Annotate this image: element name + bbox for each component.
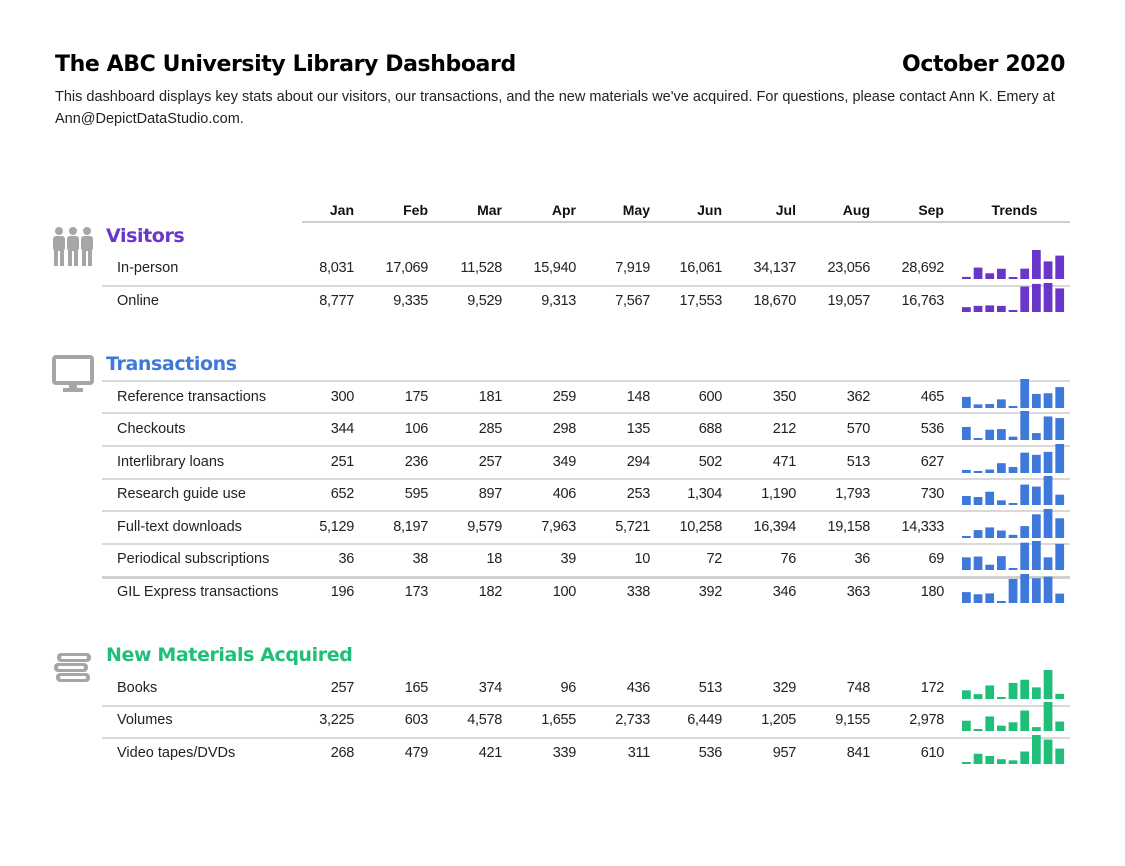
table-cell: 18	[486, 551, 502, 567]
column-header: Jun	[697, 202, 722, 218]
trend-sparkline	[962, 734, 1067, 764]
trend-bar	[1032, 455, 1041, 473]
trend-sparkline	[962, 540, 1067, 570]
trend-bar	[997, 726, 1006, 731]
trend-bar	[1020, 411, 1029, 440]
trend-bar	[997, 697, 1006, 699]
table-cell: 730	[920, 486, 944, 502]
trend-bar	[1044, 509, 1053, 538]
row-label: Checkouts	[117, 421, 186, 437]
trend-bar	[1055, 518, 1064, 538]
table-cell: 841	[846, 745, 870, 761]
trend-bar	[962, 592, 971, 603]
trend-bar	[1044, 283, 1053, 312]
row-divider	[102, 705, 1070, 707]
row-label: Periodical subscriptions	[117, 551, 270, 567]
trend-bar	[1044, 416, 1053, 440]
table-cell: 1,793	[835, 486, 870, 502]
table-cell: 39	[560, 551, 576, 567]
column-header: Mar	[477, 202, 502, 218]
trend-bar	[1020, 711, 1029, 731]
table-cell: 300	[330, 389, 354, 405]
table-cell: 17,069	[385, 260, 428, 276]
trend-bar	[1044, 702, 1053, 731]
table-cell: 8,777	[319, 293, 354, 309]
trend-bar	[1044, 557, 1053, 570]
table-cell: 3,225	[319, 712, 354, 728]
trend-bar	[997, 759, 1006, 764]
trend-bar	[1055, 722, 1064, 731]
table-cell: 196	[330, 584, 354, 600]
trend-bar	[985, 430, 994, 440]
table-cell: 182	[478, 584, 502, 600]
trend-sparkline	[962, 475, 1067, 505]
trend-bar	[985, 527, 994, 538]
table-cell: 436	[626, 680, 650, 696]
trend-bar	[985, 593, 994, 603]
table-cell: 957	[772, 745, 796, 761]
row-divider	[102, 737, 1070, 739]
table-cell: 69	[928, 551, 944, 567]
trend-bar	[962, 557, 971, 570]
people-icon	[52, 226, 94, 268]
header-divider	[302, 221, 1070, 223]
table-cell: 570	[846, 421, 870, 437]
table-cell: 610	[920, 745, 944, 761]
trend-bar	[1055, 749, 1064, 764]
trend-bar	[1032, 541, 1041, 570]
table-cell: 688	[698, 421, 722, 437]
trend-bar	[1055, 694, 1064, 699]
table-cell: 100	[552, 584, 576, 600]
trend-bar	[974, 594, 983, 603]
trend-sparkline	[962, 669, 1067, 699]
table-cell: 76	[780, 551, 796, 567]
table-cell: 259	[552, 389, 576, 405]
table-cell: 36	[338, 551, 354, 567]
table-cell: 344	[330, 421, 354, 437]
column-header: Aug	[842, 202, 870, 218]
table-cell: 9,529	[467, 293, 502, 309]
trend-bar	[1055, 444, 1064, 473]
table-cell: 465	[920, 389, 944, 405]
trend-bar	[962, 496, 971, 505]
table-cell: 421	[478, 745, 502, 761]
table-cell: 406	[552, 486, 576, 502]
page-subtitle: This dashboard displays key stats about our visitors, our transactions, and the new materials we've acquired. For questions, please contact Ann K. Emery at Ann@DepictDataStudio.com.	[55, 89, 1055, 127]
trend-bar	[1020, 526, 1029, 538]
table-cell: 897	[478, 486, 502, 502]
row-label: Reference transactions	[117, 389, 267, 405]
table-cell: 1,205	[761, 712, 796, 728]
table-cell: 19,057	[827, 293, 870, 309]
trend-bar	[997, 601, 1006, 603]
column-header: Jul	[775, 202, 796, 218]
trend-bar	[1020, 680, 1029, 699]
trend-bar	[1009, 437, 1018, 440]
trend-bar	[1055, 594, 1064, 603]
table-cell: 9,155	[835, 712, 870, 728]
trend-sparkline	[962, 282, 1067, 312]
trend-bar	[1009, 535, 1018, 538]
trend-bar	[997, 306, 1006, 312]
table-cell: 10	[634, 551, 650, 567]
trend-bar	[1044, 476, 1053, 505]
table-cell: 23,056	[827, 260, 870, 276]
table-cell: 329	[772, 680, 796, 696]
trend-bar	[1032, 514, 1041, 538]
table-cell: 374	[478, 680, 502, 696]
section-title: Visitors	[106, 225, 185, 247]
table-cell: 34,137	[753, 260, 796, 276]
table-cell: 748	[846, 680, 870, 696]
trend-bar	[1055, 387, 1064, 408]
trend-bar	[1044, 577, 1053, 603]
trend-bar	[962, 397, 971, 408]
table-cell: 338	[626, 584, 650, 600]
row-label: GIL Express transactions	[117, 584, 279, 600]
table-cell: 11,528	[460, 260, 502, 276]
trend-bar	[985, 685, 994, 699]
trend-bar	[1032, 727, 1041, 731]
section-title: Transactions	[106, 353, 237, 375]
trend-bar	[1044, 740, 1053, 764]
monitor-icon	[52, 353, 94, 395]
table-cell: 8,031	[319, 260, 354, 276]
trend-bar	[1055, 495, 1064, 505]
table-cell: 10,258	[679, 519, 722, 535]
table-cell: 36	[854, 551, 870, 567]
table-cell: 349	[552, 454, 576, 470]
table-cell: 350	[772, 389, 796, 405]
trend-bar	[985, 305, 994, 312]
trend-sparkline	[962, 249, 1067, 279]
trend-bar	[1044, 261, 1053, 279]
trend-bar	[1020, 453, 1029, 473]
trend-sparkline	[962, 410, 1067, 440]
table-cell: 363	[846, 584, 870, 600]
trend-bar	[1009, 277, 1018, 279]
row-label: Full-text downloads	[117, 519, 242, 535]
trend-bar	[974, 694, 983, 699]
trend-bar	[985, 565, 994, 570]
table-cell: 502	[698, 454, 722, 470]
table-cell: 9,313	[541, 293, 576, 309]
trend-bar	[962, 470, 971, 473]
report-date: October 2020	[902, 52, 1065, 77]
table-cell: 268	[330, 745, 354, 761]
row-label: In-person	[117, 260, 179, 276]
table-cell: 2,733	[615, 712, 650, 728]
trend-bar	[1044, 670, 1053, 699]
table-cell: 1,190	[761, 486, 796, 502]
table-cell: 175	[404, 389, 428, 405]
table-cell: 7,919	[615, 260, 650, 276]
trend-bar	[1044, 393, 1053, 408]
trend-bar	[985, 492, 994, 505]
trend-bar	[1020, 574, 1029, 603]
trend-bar	[1009, 568, 1018, 570]
row-divider	[102, 543, 1070, 545]
trend-bar	[997, 269, 1006, 279]
trend-bar	[985, 756, 994, 764]
trend-bar	[974, 306, 983, 312]
trend-bar	[997, 429, 1006, 440]
table-cell: 15,940	[533, 260, 576, 276]
table-cell: 652	[330, 486, 354, 502]
table-cell: 96	[560, 680, 576, 696]
table-cell: 7,963	[541, 519, 576, 535]
table-cell: 627	[920, 454, 944, 470]
table-cell: 285	[478, 421, 502, 437]
trend-bar	[1020, 269, 1029, 279]
row-label: Video tapes/DVDs	[117, 745, 236, 761]
table-cell: 600	[698, 389, 722, 405]
row-divider	[102, 445, 1070, 447]
books-icon	[52, 645, 94, 687]
trend-bar	[974, 557, 983, 570]
table-cell: 7,567	[615, 293, 650, 309]
table-cell: 16,394	[753, 519, 796, 535]
trend-bar	[1032, 487, 1041, 505]
table-cell: 18,670	[753, 293, 796, 309]
section-icon-wrapper	[52, 226, 94, 273]
trend-bar	[1009, 310, 1018, 312]
table-cell: 4,578	[467, 712, 502, 728]
trend-bar	[974, 497, 983, 505]
column-header: May	[622, 202, 650, 218]
column-header: Jan	[329, 202, 354, 218]
trend-bar	[962, 307, 971, 312]
trend-bar	[962, 536, 971, 538]
trend-sparkline	[962, 378, 1067, 408]
row-label: Books	[117, 680, 158, 696]
trend-bar	[1032, 735, 1041, 764]
table-cell: 1,304	[687, 486, 722, 502]
table-cell: 28,692	[901, 260, 944, 276]
trend-bar	[1009, 467, 1018, 473]
column-header: Feb	[403, 202, 428, 218]
trend-bar	[997, 500, 1006, 505]
trend-bar	[962, 427, 971, 440]
table-cell: 253	[626, 486, 650, 502]
row-label: Research guide use	[117, 486, 246, 502]
trend-bar	[1032, 394, 1041, 408]
table-cell: 172	[920, 680, 944, 696]
trend-bar	[1044, 452, 1053, 473]
table-cell: 16,061	[679, 260, 722, 276]
column-header: Apr	[551, 202, 576, 218]
trend-bar	[1032, 284, 1041, 312]
table-cell: 1,655	[541, 712, 576, 728]
table-cell: 595	[404, 486, 428, 502]
section-icon-wrapper	[52, 645, 94, 692]
trend-bar	[1009, 503, 1018, 505]
trend-bar	[985, 470, 994, 473]
trend-bar	[1032, 250, 1041, 279]
table-cell: 392	[698, 584, 722, 600]
trend-bar	[1032, 687, 1041, 699]
trend-bar	[1009, 760, 1018, 764]
table-cell: 180	[920, 584, 944, 600]
trend-bar	[1009, 406, 1018, 408]
row-divider	[102, 510, 1070, 512]
trend-bar	[1055, 544, 1064, 570]
trend-sparkline	[962, 508, 1067, 538]
trend-sparkline	[962, 573, 1067, 603]
trend-bar	[1055, 418, 1064, 440]
table-cell: 2,978	[909, 712, 944, 728]
trend-bar	[1009, 579, 1018, 603]
trend-bar	[985, 404, 994, 408]
trend-bar	[1020, 751, 1029, 764]
table-cell: 16,763	[901, 293, 944, 309]
table-cell: 9,579	[467, 519, 502, 535]
table-cell: 9,335	[393, 293, 428, 309]
trend-bar	[962, 721, 971, 731]
table-cell: 236	[404, 454, 428, 470]
column-header-trends: Trends	[991, 202, 1038, 218]
column-header: Sep	[918, 202, 944, 218]
trend-bar	[962, 690, 971, 699]
row-divider	[102, 380, 1070, 382]
trend-bar	[997, 463, 1006, 473]
table-cell: 251	[330, 454, 354, 470]
trend-sparkline	[962, 701, 1067, 731]
table-cell: 513	[698, 680, 722, 696]
trend-bar	[962, 277, 971, 279]
table-cell: 19,158	[827, 519, 870, 535]
table-cell: 106	[404, 421, 428, 437]
table-cell: 257	[478, 454, 502, 470]
trend-bar	[1020, 287, 1029, 312]
table-cell: 536	[698, 745, 722, 761]
table-cell: 72	[706, 551, 722, 567]
trend-bar	[985, 273, 994, 279]
row-divider	[102, 285, 1070, 287]
table-cell: 603	[404, 712, 428, 728]
trend-bar	[1020, 543, 1029, 570]
trend-bar	[1032, 433, 1041, 440]
trend-bar	[1009, 722, 1018, 731]
trend-bar	[1009, 683, 1018, 699]
table-cell: 165	[404, 680, 428, 696]
row-label: Online	[117, 293, 159, 309]
table-cell: 362	[846, 389, 870, 405]
trend-bar	[1032, 578, 1041, 603]
table-cell: 14,333	[901, 519, 944, 535]
table-cell: 5,129	[319, 519, 354, 535]
trend-bar	[1055, 288, 1064, 312]
trend-bar	[974, 471, 983, 473]
table-cell: 148	[626, 389, 650, 405]
table-cell: 339	[552, 745, 576, 761]
table-cell: 38	[412, 551, 428, 567]
table-cell: 8,197	[393, 519, 428, 535]
trend-bar	[1020, 485, 1029, 505]
table-cell: 135	[626, 421, 650, 437]
row-divider	[102, 478, 1070, 480]
trend-bar	[1020, 379, 1029, 408]
table-cell: 311	[627, 745, 650, 761]
table-cell: 513	[846, 454, 870, 470]
table-cell: 536	[920, 421, 944, 437]
page-title: The ABC University Library Dashboard	[55, 52, 516, 77]
trend-bar	[974, 268, 983, 279]
trend-bar	[962, 762, 971, 764]
trend-sparkline	[962, 443, 1067, 473]
table-cell: 5,721	[615, 519, 650, 535]
section-title: New Materials Acquired	[106, 644, 353, 666]
table-cell: 257	[330, 680, 354, 696]
table-cell: 471	[772, 454, 796, 470]
trend-bar	[974, 530, 983, 538]
table-cell: 17,553	[679, 293, 722, 309]
trend-bar	[974, 438, 983, 440]
trend-bar	[985, 716, 994, 731]
row-divider	[102, 576, 1070, 579]
table-cell: 298	[552, 421, 576, 437]
trend-bar	[997, 399, 1006, 408]
table-cell: 173	[404, 584, 428, 600]
trend-bar	[974, 404, 983, 408]
table-cell: 181	[478, 389, 502, 405]
table-cell: 212	[772, 421, 796, 437]
table-cell: 294	[626, 454, 650, 470]
trend-bar	[1055, 256, 1064, 279]
trend-bar	[974, 729, 983, 731]
table-cell: 479	[404, 745, 428, 761]
section-icon-wrapper	[52, 353, 94, 400]
trend-bar	[997, 531, 1006, 538]
row-divider	[102, 412, 1070, 414]
table-cell: 346	[772, 584, 796, 600]
trend-bar	[997, 556, 1006, 570]
row-label: Volumes	[117, 712, 173, 728]
table-cell: 6,449	[687, 712, 722, 728]
row-label: Interlibrary loans	[117, 454, 225, 470]
trend-bar	[974, 754, 983, 764]
